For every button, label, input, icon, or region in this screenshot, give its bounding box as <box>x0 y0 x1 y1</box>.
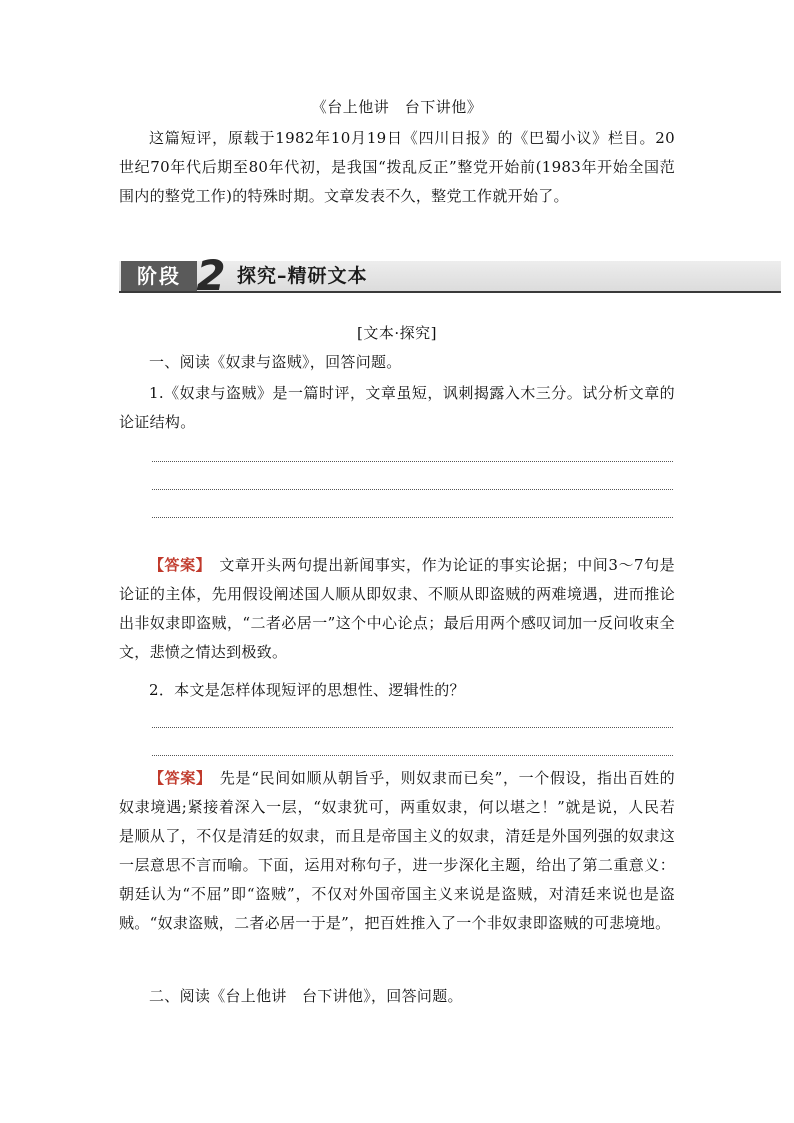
answer-1-text: 文章开头两句提出新闻事实，作为论证的事实论据；中间3～7句是论证的主体，先用假设阐述国人顺从即奴隶、不顺从即盗贼的两难境遇，进而推论出非奴隶即盗贼，“二者必居一”这个中心论点；最后用两个感叹词加一反问收束全文，悲愤之情达到极致。 <box>119 556 675 661</box>
banner-stage-number: 2 <box>196 251 226 300</box>
banner-stage-label: 阶段 <box>121 261 197 291</box>
banner-title: 探究–精研文本 <box>237 265 368 287</box>
answer-label: 【答案】 <box>149 556 204 574</box>
intro-paragraph: 这篇短评，原载于1982年10月19日《四川日报》的《巴蜀小议》栏目。20世纪70年代后期至80年代初，是我国“拨乱反正”整党开始前(1983年开始全国范围内的整党工作)的特殊时期。文章发表不久，整党工作就开始了。 <box>119 129 675 205</box>
section-label: [文本·探究] <box>357 324 437 342</box>
answer-line <box>152 489 673 490</box>
answer-line <box>152 755 673 756</box>
part2-heading: 二、阅读《台上他讲 台下讲他》，回答问题。 <box>149 987 463 1005</box>
intro-title: 《台上他讲 台下讲他》 <box>311 98 483 116</box>
answer-2-text: 先是“民间如顺从朝旨乎，则奴隶而已矣”，一个假设，指出百姓的奴隶境遇;紧接着深入一层，“奴隶犹可，两重奴隶，何以堪之！”就是说，人民若是顺从了，不仅是清廷的奴隶，而且是帝国主义的奴隶，清廷是外国列强的奴隶这一层意思不言而喻。下面，运用对称句子，进一步深化主题，给出了第二重意义：朝廷认为“不屈”即“盗贼”，不仅对外国帝国主义来说是盗贼，对清廷来说也是盗贼。“奴隶盗贼，二者必居一于是”，把百姓推入了一个非奴隶即盗贼的可悲境地。 <box>119 769 675 932</box>
answer-label: 【答案】 <box>149 769 205 787</box>
answer-2 <box>119 764 675 938</box>
part1-heading: 一、阅读《奴隶与盗贼》，回答问题。 <box>149 353 402 371</box>
answer-line <box>152 727 673 728</box>
stage-banner <box>119 251 781 300</box>
answer-1 <box>119 551 675 667</box>
answer-line <box>152 517 673 518</box>
question-1: 1.《奴隶与盗贼》是一篇时评，文章虽短，讽刺揭露入木三分。试分析文章的论证结构。 <box>119 384 675 431</box>
answer-line <box>152 461 673 462</box>
question-2: 2．本文是怎样体现短评的思想性、逻辑性的？ <box>149 681 465 699</box>
